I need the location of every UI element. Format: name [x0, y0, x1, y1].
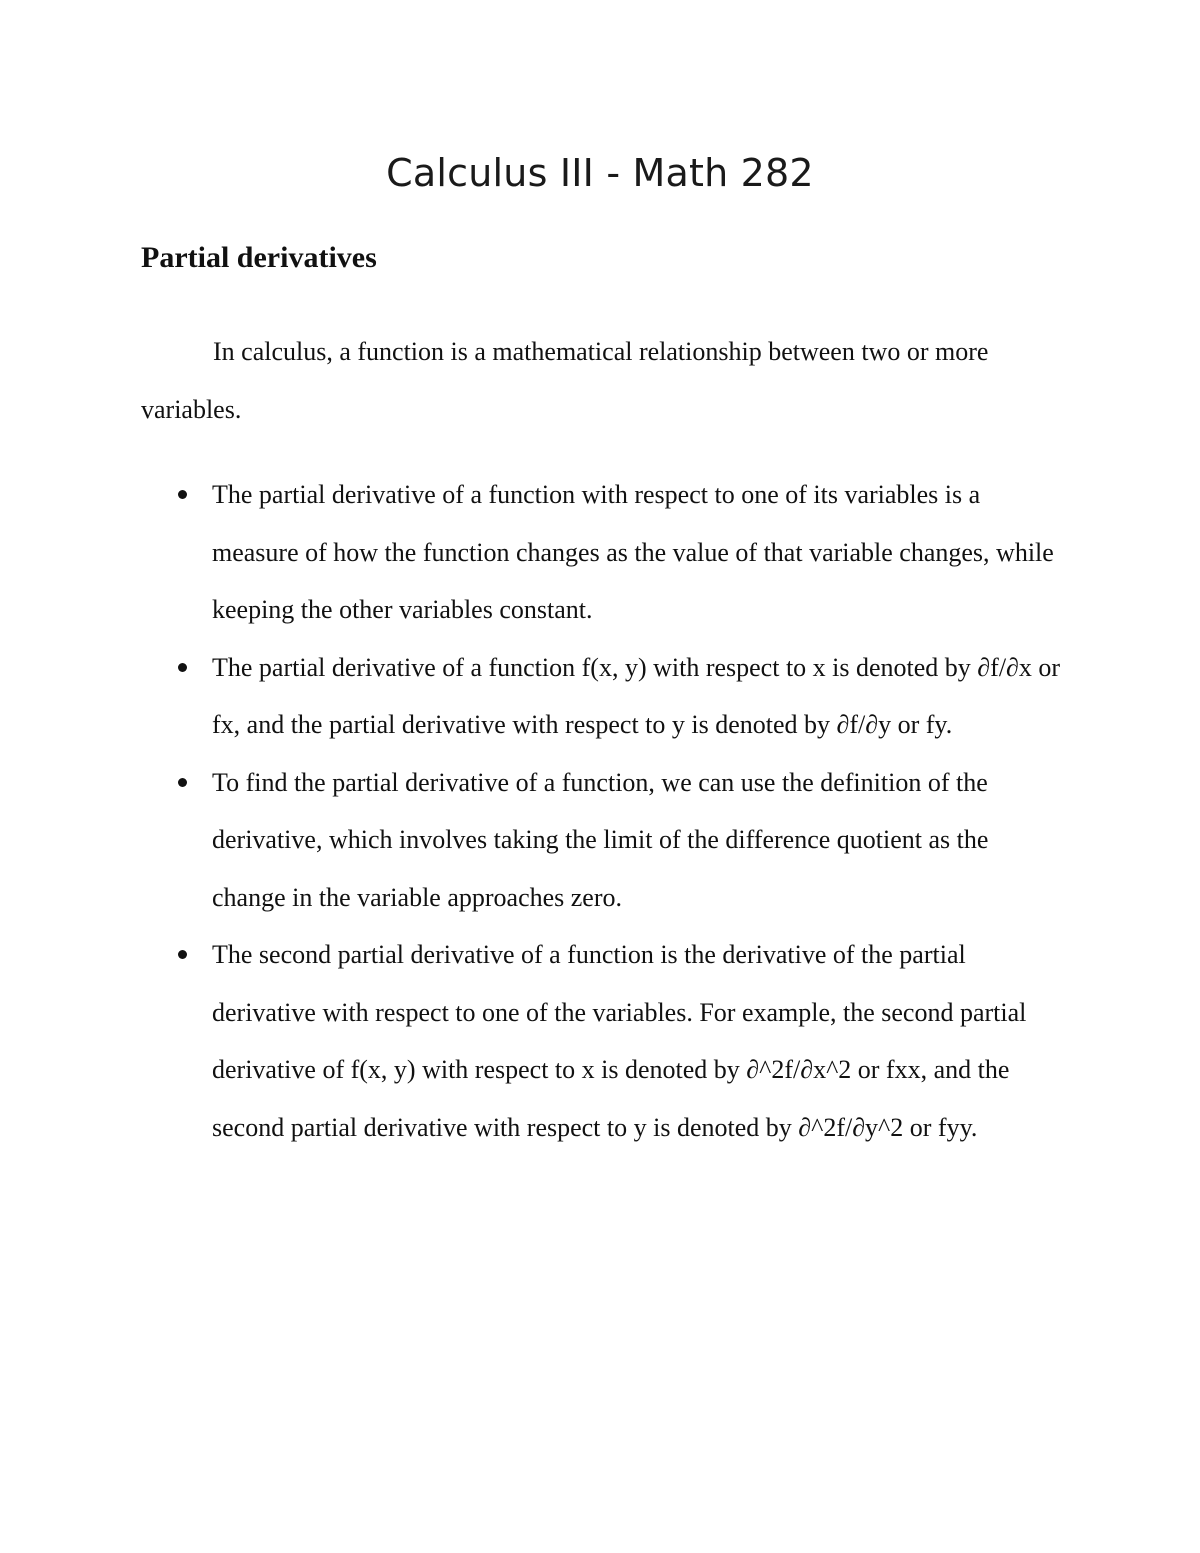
- list-item-text: The partial derivative of a function with respect to one of its variables is a measure of how the function changes as the value of that variable changes, while keeping the other variables constant.: [212, 480, 1054, 624]
- list-item: [212, 926, 1062, 1156]
- bullet-list: [212, 466, 1062, 1156]
- list-item: [212, 639, 1062, 754]
- list-item: [212, 754, 1062, 927]
- document-title: Calculus III - Math 282: [386, 151, 814, 195]
- intro-paragraph: In calculus, a function is a mathematical relationship between two or more variables.: [141, 337, 989, 424]
- list-item-text: To find the partial derivative of a function, we can use the definition of the derivative, which involves taking the limit of the difference quotient as the change in the variable approaches zero.: [212, 767, 989, 912]
- section-heading: Partial derivatives: [141, 241, 377, 274]
- bullet-icon: [178, 778, 187, 787]
- list-item: [212, 466, 1062, 639]
- list-item-text: The partial derivative of a function f(x, y) with respect to x is denoted by ∂f/∂x or fx, and the partial derivative with respect to y is denoted by ∂f/∂y or fy.: [212, 652, 1061, 739]
- bullet-icon: [178, 663, 187, 672]
- bullet-icon: [178, 490, 187, 499]
- bullet-icon: [178, 950, 187, 959]
- list-item-text: The second partial derivative of a function is the derivative of the partial derivative with respect to one of the variables. For example, the second partial derivative of f(x, y) with respect to x is denoted by ∂^2f/∂x^2 or fxx, and the second partial derivative with respect to y is denoted by ∂^2f/∂y^2 or fyy.: [212, 940, 1027, 1142]
